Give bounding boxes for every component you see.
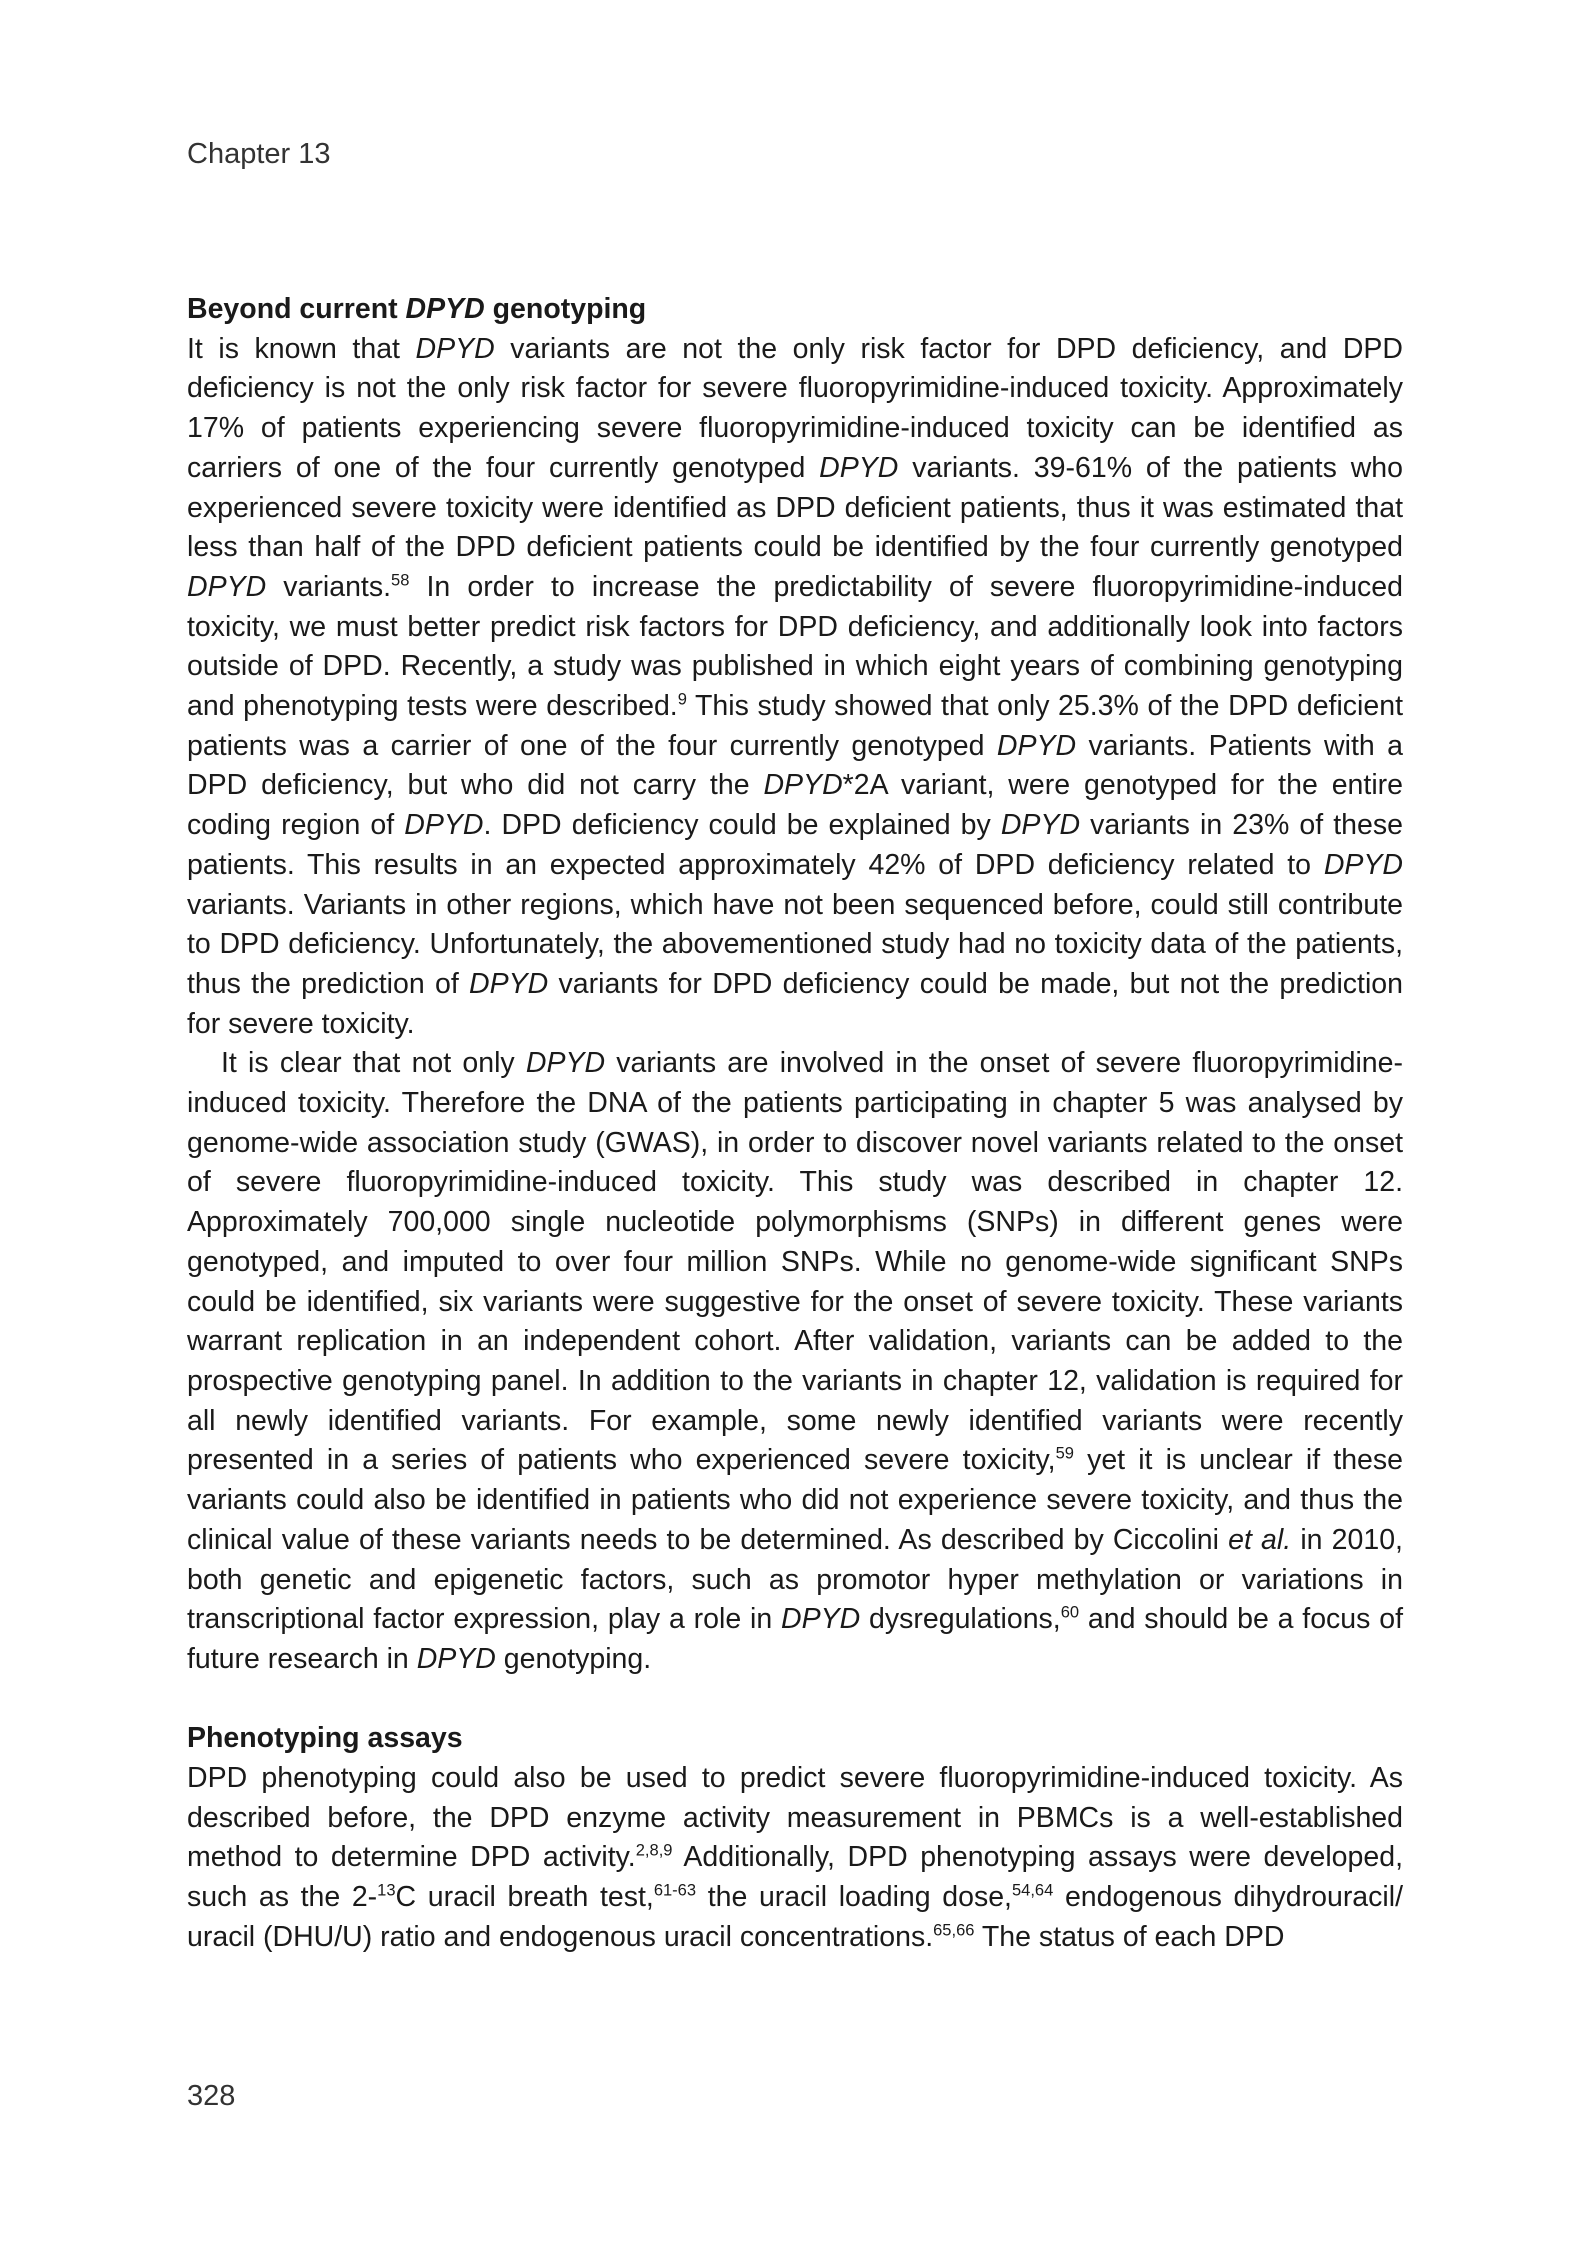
running-header: Chapter 13 [187, 138, 331, 170]
section-spacer [187, 1680, 1403, 1720]
paragraph-dpyd-risk: It is known that DPYD variants are not the only risk factor for DPD deficiency, and DPD deficiency is not the only risk factor for severe fluoropyrimidine-induced toxicity. Approximately 17% of patients experiencing severe fluoropyrimidine-induced toxicity can be identified as carriers of one of the four currently genotyped DPYD variants. 39-61% of the patients who experienced severe toxicity were identified as DPD deficient patients, thus it was estimated that less than half of the DPD deficient patients could be identified by the four currently genotyped DPYD variants.$^{58}$ In order to increase the predictability of severe fluoropyrimidine-induced toxicity, we must better predict risk factors for DPD deficiency, and additionally look into factors outside of DPD. Recently, a study was published in which eight years of combining genotyping and phenotyping tests were described.$^9$ This study showed that only 25.3% of the DPD deficient patients was a carrier of one of the four currently genotyped DPYD variants. Patients with a DPD deficiency, but who did not carry the DPYD*2A variant, were genotyped for the entire coding region of DPYD. DPD deficiency could be explained by DPYD variants in 23% of these patients. This results in an expected approximately 42% of DPD deficiency related to DPYD variants. Variants in other regions, which have not been sequenced before, could still contribute to DPD deficiency. Unfortunately, the abovementioned study had no toxicity data of the patients, thus the prediction of DPYD variants for DPD deficiency could be made, but not the prediction for severe toxicity. [187, 332, 1403, 1040]
section-heading-beyond-dpyd: Beyond current DPYD genotyping [187, 293, 647, 325]
page-number: 328 [187, 2080, 236, 2112]
body-text [187, 290, 1403, 1958]
paragraph-phenotyping: DPD phenotyping could also be used to predict severe fluoropyrimidine-induced toxicity. As described before, the DPD enzyme activity measurement in PBMCs is a well-established method to determine DPD activity.$^{2,8,9}$ Additionally, DPD phenotyping assays were developed, such as the 2-$^{13}$C uracil breath test,$^{61-63}$ the uracil loading dose,$^{54,64}$ endogenous dihydrouracil/ uracil (DHU/U) ratio and endogenous uracil concentrations.$^{65,66}$ The status of each DPD [187, 1762, 1403, 1953]
section-heading-phenotyping: Phenotyping assays [187, 1722, 463, 1755]
paragraph-gwas: It is clear that not only DPYD variants are involved in the onset of severe fluoropyrimidine-induced toxicity. Therefore the DNA of the patients participating in chapter 5 was analysed by genome-wide association study (GWAS), in order to discover novel variants related to the onset of severe fluoropyrimidine-induced toxicity. This study was described in chapter 12. Approximately 700,000 single nucleotide polymorphisms (SNPs) in different genes were genotyped, and imputed to over four million SNPs. While no genome-wide significant SNPs could be identified, six variants were suggestive for the onset of severe toxicity. These variants warrant replication in an independent cohort. After validation, variants can be added to the prospective genotyping panel. In addition to the variants in chapter 12, validation is required for all newly identified variants. For example, some newly identified variants were recently presented in a series of patients who experienced severe toxicity,$^{59}$ yet it is unclear if these variants could also be identified in patients who did not experience severe toxicity, and thus the clinical value of these variants needs to be determined. As described by Ciccolini et al. in 2010, both genetic and epigenetic factors, such as promotor hyper methylation or variations in transcriptional factor expression, play a role in DPYD dysregulations,$^{60}$ and should be a focus of future research in DPYD genotyping. [187, 1047, 1403, 1675]
